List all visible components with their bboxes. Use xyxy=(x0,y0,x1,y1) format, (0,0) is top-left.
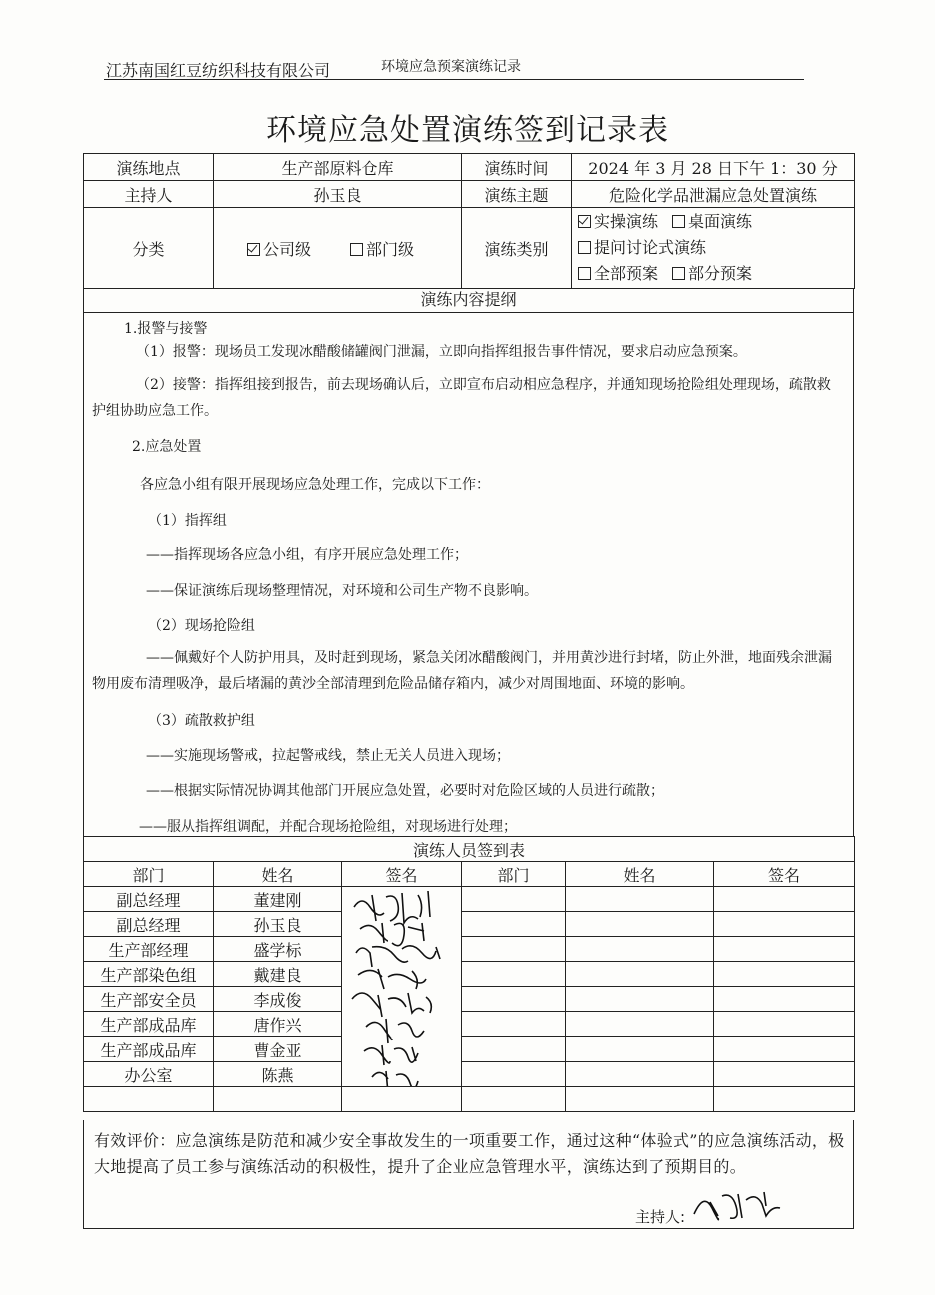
host-value: 孙玉良 xyxy=(214,181,462,208)
theme-label: 演练主题 xyxy=(462,181,572,208)
content-line: ——实施现场警戒，拉起警戒线，禁止无关人员进入现场； xyxy=(146,748,510,764)
category-options xyxy=(214,208,462,289)
drill-type-desktop-option[interactable]: 桌面演练 xyxy=(672,212,752,231)
table-row: 办公室 陈燕 xyxy=(84,1062,855,1087)
checkbox-icon[interactable] xyxy=(672,215,685,228)
drill-type-partial-plans-option[interactable]: 部分预案 xyxy=(672,264,752,283)
content-line: ——根据实际情况协调其他部门开展应急处置，必要时对危险区域的人员进行疏散； xyxy=(146,783,664,799)
evaluation-text xyxy=(94,1128,846,1180)
host-signature-label: 主持人: xyxy=(635,1208,686,1226)
content-line: （3）疏散救护组 xyxy=(148,713,255,729)
drill-type-options xyxy=(572,208,855,289)
checkbox-checked-icon[interactable] xyxy=(578,215,591,228)
host-label: 主持人 xyxy=(84,181,214,208)
signature-cell xyxy=(342,887,462,1087)
content-line: （1）指挥组 xyxy=(148,513,227,529)
col-department: 部门 xyxy=(462,862,566,887)
table-row xyxy=(84,1087,855,1112)
col-name: 姓名 xyxy=(566,862,714,887)
checkbox-icon[interactable] xyxy=(672,267,685,280)
drill-type-all-plans-option[interactable]: 全部预案 xyxy=(578,264,658,283)
drill-type-discussion-option[interactable]: 提问讨论式演练 xyxy=(578,238,706,257)
record-type: 环境应急预案演练记录 xyxy=(381,59,521,75)
handwritten-signatures xyxy=(342,887,462,1087)
drill-content-outline xyxy=(83,288,854,836)
col-department: 部门 xyxy=(84,862,214,887)
content-line: ——指挥现场各应急小组，有序开展应急处理工作； xyxy=(146,547,468,563)
checkbox-icon[interactable] xyxy=(578,241,591,254)
drill-type-practical-option[interactable]: 实操演练 xyxy=(578,212,658,231)
content-line: （2）接警：指挥组接到报告，前去现场确认后，立即宣布启动相应急程序，并通知现场抢险组处理现场，疏散救护组协助应急工作。 xyxy=(92,377,831,419)
table-row: 生产部经理 盛学标 xyxy=(84,937,855,962)
content-line: 2.应急处置 xyxy=(132,439,202,455)
category-label: 分类 xyxy=(84,208,214,289)
content-section-title: 演练内容提纲 xyxy=(84,288,853,313)
signin-section-title: 演练人员签到表 xyxy=(84,837,855,862)
header-divider xyxy=(104,79,804,80)
time-label: 演练时间 xyxy=(462,154,572,181)
checkbox-checked-icon[interactable] xyxy=(247,243,260,256)
theme-value: 危险化学品泄漏应急处置演练 xyxy=(572,181,855,208)
location-value: 生产部原料仓库 xyxy=(214,154,462,181)
col-name: 姓名 xyxy=(214,862,342,887)
col-signature: 签名 xyxy=(714,862,855,887)
table-row: 生产部染色组 戴建良 xyxy=(84,962,855,987)
content-line: 各应急小组有限开展现场应急处理工作，完成以下工作： xyxy=(140,477,490,493)
evaluation-label: 有效评价： xyxy=(94,1131,176,1150)
checkbox-icon[interactable] xyxy=(578,267,591,280)
table-row: 生产部成品库 唐作兴 xyxy=(84,1012,855,1037)
checkbox-icon[interactable] xyxy=(350,243,363,256)
content-line: ——保证演练后现场整理情况，对环境和公司生产物不良影响。 xyxy=(146,583,538,599)
table-row: 副总经理 孙玉良 xyxy=(84,912,855,937)
col-signature: 签名 xyxy=(342,862,462,887)
category-department-option[interactable]: 部门级 xyxy=(350,240,414,259)
table-row: 生产部成品库 曹金亚 xyxy=(84,1037,855,1062)
drill-type-label: 演练类别 xyxy=(462,208,572,289)
content-line: （2）现场抢险组 xyxy=(148,618,255,634)
company-name: 江苏南国红豆纺织科技有限公司 xyxy=(106,61,331,80)
signin-table xyxy=(83,836,855,1112)
drill-info-table xyxy=(83,153,855,289)
content-line: ——佩戴好个人防护用具，及时赶到现场，紧急关闭冰醋酸阀门，并用黄沙进行封堵，防止外泄，地面残余泄漏物用废布清理吸净，最后堵漏的黄沙全部清理到危险品储存箱内，减少对周围地面、环境的影响。 xyxy=(92,650,832,692)
table-row: 生产部安全员 李成俊 xyxy=(84,987,855,1012)
content-line: ——服从指挥组调配，并配合现场抢险组，对现场进行处理； xyxy=(139,819,517,835)
category-company-option[interactable]: 公司级 xyxy=(247,240,311,259)
location-label: 演练地点 xyxy=(84,154,214,181)
content-line: 1.报警与接警 xyxy=(124,321,208,337)
host-signature xyxy=(688,1184,798,1224)
content-line: （1）报警：现场员工发现冰醋酸储罐阀门泄漏，立即向指挥组报告事件情况，要求启动应急预案。 xyxy=(136,344,747,360)
evaluation-body: 应急演练是防范和减少安全事故发生的一项重要工作，通过这种“体验式”的应急演练活动，极大地提高了员工参与演练活动的积极性，提升了企业应急管理水平，演练达到了预期目的。 xyxy=(94,1131,845,1176)
page-title: 环境应急处置演练签到记录表 xyxy=(266,113,669,148)
table-row: 副总经理 董建刚 xyxy=(84,887,855,912)
time-value: 2024 年 3 月 28 日下午 1：30 分 xyxy=(572,154,855,181)
